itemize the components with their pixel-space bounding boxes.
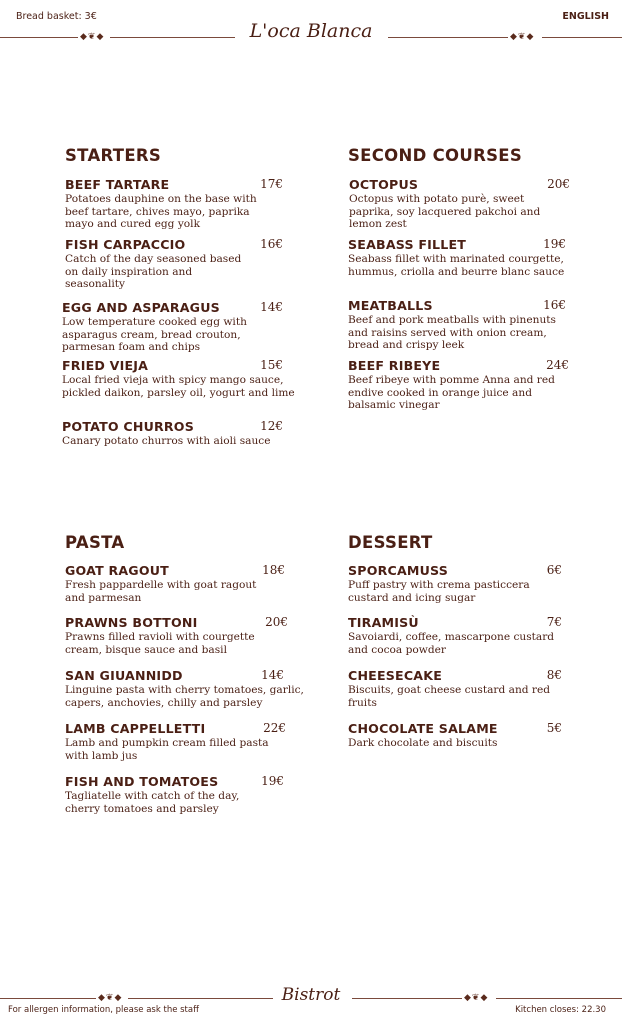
menu-item: [349, 177, 570, 231]
footer-rule-right-inner: [352, 998, 462, 999]
menu-item: [65, 177, 283, 231]
item-description: Lamb and pumpkin cream filled pasta with lamb jus: [65, 737, 269, 762]
item-price: 6€: [546, 563, 562, 577]
menu-item: [348, 237, 566, 278]
item-name: EGG AND ASPARAGUS: [62, 300, 220, 315]
menu-item: [348, 668, 562, 709]
menu-item: [348, 298, 566, 352]
header-ornament-left: ◆❦◆: [80, 32, 105, 42]
header-rule-right: [542, 37, 622, 38]
item-name: FISH CARPACCIO: [65, 237, 186, 252]
header-rule-right-inner: [388, 37, 508, 38]
item-name: BEEF RIBEYE: [348, 358, 441, 373]
menu-item: [348, 563, 562, 604]
item-description: Biscuits, goat cheese custard and red fruits: [348, 684, 551, 709]
item-description: Catch of the day seasoned based on daily inspiration and seasonality: [65, 253, 242, 290]
allergen-note: For allergen information, please ask the staff: [8, 1005, 199, 1015]
item-description: Octopus with potato purè, sweet paprika, soy lacquered pakchoi and lemon zest: [349, 193, 541, 230]
item-name: LAMB CAPPELLETTI: [65, 721, 206, 736]
item-name: PRAWNS BOTTONI: [65, 615, 198, 630]
item-name: SPORCAMUSS: [348, 563, 449, 578]
footer-brand: Bistrot: [281, 985, 341, 1005]
menu-item: [65, 668, 304, 709]
menu-item: [62, 358, 295, 399]
item-name: CHEESECAKE: [348, 668, 443, 683]
menu-item: [62, 300, 283, 354]
item-description: Beef and pork meatballs with pinenuts and raisins served with onion cream, bread and crispy leek: [348, 314, 556, 351]
item-name: POTATO CHURROS: [62, 419, 194, 434]
footer-rule-right: [496, 998, 622, 999]
item-name: OCTOPUS: [349, 177, 419, 192]
item-name: MEATBALLS: [348, 298, 433, 313]
bread-basket-note: Bread basket: 3€: [16, 11, 97, 22]
footer-ornament-left: ◆❦◆: [98, 993, 123, 1003]
item-description: Dark chocolate and biscuits: [348, 737, 498, 749]
item-price: 12€: [260, 419, 283, 433]
item-price: 20€: [265, 615, 288, 629]
item-description: Canary potato churros with aioli sauce: [62, 435, 271, 447]
item-name: FISH AND TOMATOES: [65, 774, 219, 789]
menu-item: [65, 237, 283, 291]
item-description: Fresh pappardelle with goat ragout and parmesan: [65, 579, 257, 604]
item-price: 8€: [546, 668, 562, 682]
item-price: 17€: [260, 177, 283, 191]
kitchen-hours: Kitchen closes: 22.30: [515, 1005, 606, 1015]
menu-item: [65, 563, 285, 604]
menu-item: [65, 721, 286, 762]
item-description: Beef ribeye with pomme Anna and red endive cooked in orange juice and balsamic vinegar: [348, 374, 555, 411]
menu-item: [348, 358, 569, 412]
item-description: Tagliatelle with catch of the day, cherry tomatoes and parsley: [65, 790, 240, 815]
item-price: 19€: [543, 237, 566, 251]
header-ornament-right: ◆❦◆: [510, 32, 535, 42]
item-price: 18€: [262, 563, 285, 577]
item-description: Local fried vieja with spicy mango sauce, pickled daikon, parsley oil, yogurt and lime: [62, 374, 295, 399]
item-description: Puff pastry with crema pasticcera custard and icing sugar: [348, 579, 530, 604]
menu-item: [62, 419, 283, 448]
item-price: 16€: [543, 298, 566, 312]
section-title-starters: STARTERS: [65, 146, 162, 165]
footer-ornament-right: ◆❦◆: [464, 993, 489, 1003]
item-price: 20€: [547, 177, 570, 191]
item-name: FRIED VIEJA: [62, 358, 149, 373]
item-name: GOAT RAGOUT: [65, 563, 169, 578]
menu-item: [65, 774, 284, 815]
section-title-dessert: DESSERT: [348, 533, 433, 552]
item-price: 7€: [546, 615, 562, 629]
item-description: Seabass fillet with marinated courgette, hummus, criolla and beurre blanc sauce: [348, 253, 565, 278]
item-price: 14€: [261, 668, 284, 682]
brand-logo: L'oca Blanca: [249, 20, 373, 42]
item-name: BEEF TARTARE: [65, 177, 170, 192]
item-price: 16€: [260, 237, 283, 251]
item-price: 22€: [263, 721, 286, 735]
section-title-second-courses: SECOND COURSES: [348, 146, 523, 165]
item-description: Prawns filled ravioli with courgette cream, bisque sauce and basil: [65, 631, 255, 656]
item-name: TIRAMISÙ: [348, 615, 419, 630]
item-price: 19€: [261, 774, 284, 788]
item-name: CHOCOLATE SALAME: [348, 721, 498, 736]
menu-item: [348, 721, 562, 750]
menu-item: [65, 615, 288, 656]
section-title-pasta: PASTA: [65, 533, 125, 552]
item-description: Savoiardi, coffee, mascarpone custard and cocoa powder: [348, 631, 555, 656]
item-price: 15€: [260, 358, 283, 372]
item-price: 14€: [260, 300, 283, 314]
item-description: Low temperature cooked egg with asparagus cream, bread crouton, parmesan foam and chips: [62, 316, 247, 353]
language-label[interactable]: ENGLISH: [562, 11, 609, 22]
item-description: Potatoes dauphine on the base with beef tartare, chives mayo, paprika mayo and cured egg yolk: [65, 193, 257, 230]
item-description: Linguine pasta with cherry tomatoes, garlic, capers, anchovies, chilly and parsley: [65, 684, 304, 709]
item-name: SEABASS FILLET: [348, 237, 467, 252]
menu-item: [348, 615, 562, 656]
item-name: SAN GIUANNIDD: [65, 668, 183, 683]
item-price: 5€: [546, 721, 562, 735]
item-price: 24€: [546, 358, 569, 372]
